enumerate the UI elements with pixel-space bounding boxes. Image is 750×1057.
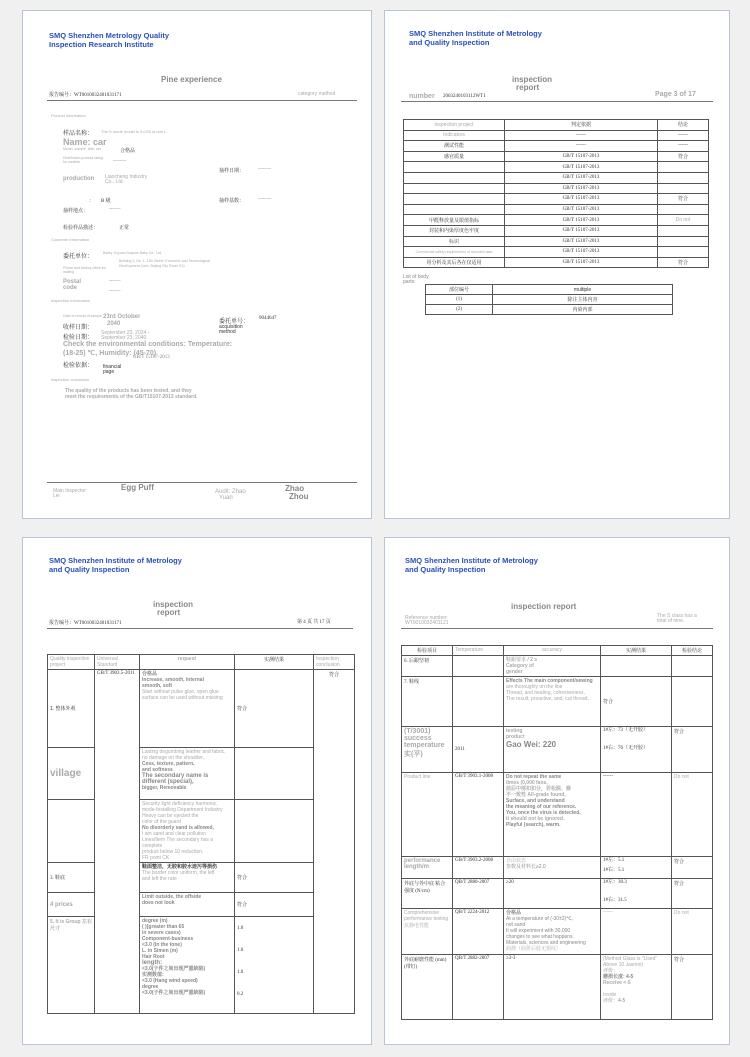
field-label: 委托单号： bbox=[219, 319, 250, 325]
table-row: Comprehensive performance testing 抗静电性能 QB/T 2224-2012 合格品 At a temperature of (-30±2)℃, not sand It will experiment with 30,000 changes to see what happens. Materials, sciences and engineering 曲挠（曲折后肢无裂纹） ------ Do not bbox=[402, 909, 713, 955]
divider bbox=[401, 101, 713, 102]
report-number: 2003240103112WT1 bbox=[443, 94, 486, 99]
page-title: Pine experience bbox=[161, 75, 222, 84]
page-title: inspection report bbox=[512, 75, 553, 92]
divider bbox=[47, 628, 353, 629]
table-row: (1) 除注主体内容 bbox=[426, 295, 673, 305]
divider bbox=[47, 482, 357, 483]
table-row: GB/T 15107-2013 bbox=[404, 162, 709, 173]
field-value: ------- bbox=[109, 279, 121, 284]
received-date: 23rd October 2040 bbox=[103, 314, 141, 327]
report-page-2 bbox=[384, 10, 730, 519]
table-row: 外底耐磨性能 (mm) (带钉) QB/T 2882-2007 ≥3-3 (Method Glass is "Used" Above 10 Jasmin) 评价： 磨损长度: 4-5 Receive <-5 Inside 评价：4-5 符合 bbox=[402, 955, 713, 1020]
section-label: Inspection conclusion bbox=[51, 377, 90, 382]
main-inspector: Main Inspector: Lei bbox=[53, 488, 88, 499]
table-row: 感官质量 GB/T 15107-2013 符合 bbox=[404, 151, 709, 162]
table-row: Commercial safety requirements of recorded data GB/T 15107-2013 bbox=[404, 247, 709, 258]
institute-header: SMQ Shenzhen Institute of Metrology and Quality Inspection bbox=[409, 29, 542, 47]
conclusion-text: The quality of the products has been tested, and they meet the requirements of the GB/T15107-2013 standard. bbox=[65, 388, 198, 400]
table-row: 标识 GB/T 15107-2013 bbox=[404, 236, 709, 247]
results-table bbox=[403, 119, 709, 268]
reference-number: Reference number: WT0010032401121 bbox=[405, 615, 449, 626]
number-label: number bbox=[409, 93, 435, 100]
address: Building 2, No. 1, 11th Street, Economic and Technological Development Zone, Beijing City Room 511 bbox=[119, 259, 210, 268]
table-row: 4 prices Limit outside, the offside does not look 符合 bbox=[48, 893, 355, 917]
page-indicator: Page 3 of 17 bbox=[655, 91, 696, 98]
table-row: Product line GB/T 3903.1-2008 Do not repeat the same times (0,000 fans, 前后中部扣扣分，若松脱、修 不一致性 All-grade found, Surface, and understand the meaning of our reference. You, once the virus is detected, it should not be ignored. Playful (search), warm. ------ Do not bbox=[402, 773, 713, 857]
report-page-1 bbox=[22, 10, 372, 519]
table-row: 封装和内染厚度色牢度 GB/T 15107-2013 bbox=[404, 225, 709, 236]
class-note: The S class has a total of nine. bbox=[657, 613, 697, 624]
divider bbox=[401, 628, 713, 629]
field-value: -------- bbox=[258, 167, 272, 172]
field-label: 检验日期： bbox=[63, 335, 94, 341]
category-method: category method bbox=[298, 91, 336, 97]
institute-header: SMQ Shenzhen Institute of Metrology and Quality Inspection bbox=[405, 556, 538, 574]
divider bbox=[47, 100, 357, 101]
table-row: GB/T 15107-2013 符合 bbox=[404, 194, 709, 205]
col-header: inspection project bbox=[404, 120, 505, 131]
field-value: B 级 bbox=[101, 199, 111, 204]
field-label: 检验样品描述： bbox=[63, 226, 99, 231]
field-value: 正常 bbox=[119, 226, 130, 231]
table-row: Security light deficiency harmonic, mode-Installing Department Industry Heavy can be ejected the color of the guard No disorderly sand is allowed, I am sand and clear pollution Lines/Item The secondary has a complete product below 10 reduction. FR point CK bbox=[48, 800, 355, 863]
producer-name: Liaocheng Industry Co., Ltd. bbox=[105, 174, 148, 185]
table-header: Quality inspection project Universal Standard request 实测结果 Inspection conclusion bbox=[48, 655, 355, 670]
signature-inspector: Egg Puff bbox=[121, 483, 154, 492]
parts-list-label: List of body parts: bbox=[403, 274, 429, 285]
inspection-date: September 23, 2024 - September 23, 2040 bbox=[101, 330, 150, 341]
table-row: 1. 整体外观 GB/T 3903.5-2011 合格品 Increase, smooth, internal smooth, soft Start without pulse glue, open glue surface can be used without missing 符合 符合 bbox=[48, 670, 355, 748]
table-row: GB/T 15107-2013 bbox=[404, 172, 709, 183]
environment-conditions: Check the environmental conditions: Temperature: bbox=[63, 341, 233, 348]
inspection-table bbox=[47, 654, 355, 1014]
institute-header: SMQ Shenzhen Institute of Metrology and Quality Inspection bbox=[49, 556, 182, 574]
acquisition-method: acquisition method bbox=[219, 324, 243, 335]
field-value: -------- bbox=[113, 159, 127, 164]
page-indicator: 第 4 页 共 17 页 bbox=[297, 620, 331, 625]
signature-auditor: Zhao Zhou bbox=[285, 484, 309, 501]
report-number: 报告编号：WT0010032401031171 bbox=[49, 621, 122, 626]
field-label: production bbox=[63, 176, 95, 182]
basis-code: GB/T 15107-2013 bbox=[133, 355, 170, 360]
order-number: 9044647 bbox=[259, 316, 277, 321]
table-row: performance length/m GB/T 3903.2-2008 自由状态 参数及材料长≥2.0 1#左：5.1 1#右：5.1 符合 bbox=[402, 857, 713, 879]
field-label: 抽样基数： bbox=[219, 199, 245, 204]
postal-label: Postal code bbox=[63, 279, 82, 291]
field-value: ------- bbox=[109, 289, 121, 294]
table-row: 外底与外中底 粘合强度 (N/cm) QB/T 2880-2007 ≥20 1#左：30.3 1#右：31.5 符合 bbox=[402, 879, 713, 909]
field-note: Distribution product rating for weather bbox=[63, 156, 103, 164]
table-row: (2) 内染内部 bbox=[426, 305, 673, 315]
field-label: 检验依据： bbox=[63, 363, 94, 369]
section-label: Product information bbox=[51, 113, 86, 118]
field-value: 合格品 bbox=[120, 149, 136, 154]
table-row: 用分析及其后各在仅适用 GB/T 15107-2013 符合 bbox=[404, 257, 709, 268]
table-row: GB/T 15107-2013 bbox=[404, 204, 709, 215]
field-note: The S mode model is 3.0/20 la due L.. bbox=[101, 129, 169, 134]
page-title: inspection report bbox=[511, 602, 577, 611]
table-row: 6. 后跟坚韧 鞋跟要求 / 2 ≥ Category of gender bbox=[402, 656, 713, 677]
table-row: 甲醛释放量及限值指标 GB/T 15107-2013 Do not bbox=[404, 215, 709, 226]
field-note: Model, sample, side, set bbox=[63, 147, 101, 151]
parts-table bbox=[425, 284, 673, 315]
table-header: 部位编号 multiple bbox=[426, 285, 673, 295]
table-row: 5. It is Group 左右尺寸 degree (m) ( )[greater than 65 in severe cases) Component-business <3.0 (In the tone) L. in Simen (m) Hair Root length: <3.0(子件之间出现严重缺陷) 实测数值: <3.0 (Hang wind speed) degree <3.0(子件之间出现严重缺陷) 1.0 1.0 1.0 0.2 bbox=[48, 917, 355, 1014]
field-value: ------- bbox=[109, 207, 121, 212]
table-row: Indicators ------ ------ bbox=[404, 130, 709, 141]
inspection-table bbox=[401, 645, 713, 1020]
field-note: Date of receipt of sample bbox=[63, 314, 102, 318]
auditor: Audit: Zhao Yuan bbox=[215, 489, 246, 501]
table-row: (T/3001) success temperature 实(平) 2011 testing product Gao Wei: 220 1#左：73（无开胶） 1#右：76（无开胶） 符合 bbox=[402, 727, 713, 773]
table-header bbox=[404, 120, 709, 131]
col-header: 判定依据 bbox=[505, 120, 658, 131]
field-label: Name: car bbox=[63, 137, 107, 147]
table-row: GB/T 15107-2013 bbox=[404, 183, 709, 194]
field-label: 抽样地点： bbox=[63, 209, 89, 214]
table-row: village Lasting degumbing leather and fabric, no damage on the shoulder, Cess, texture, pattern, and softness The secondary name is different (special), bigger, Removable bbox=[48, 748, 355, 800]
section-label: Customer information bbox=[51, 237, 90, 242]
field-label: 抽样日期： bbox=[219, 169, 245, 174]
section-label: Inspection information bbox=[51, 298, 91, 303]
table-header: 检验项目 Temperature accuracy 实测结果 检验结论 bbox=[402, 646, 713, 656]
field-value: -------- bbox=[258, 197, 272, 202]
field-note: Phone and factory office for mailing bbox=[63, 266, 106, 274]
report-number: 报告编号：WT0010032401031171 bbox=[49, 93, 122, 98]
page-title: inspection report bbox=[153, 600, 194, 617]
financial-page: financial page bbox=[103, 364, 122, 375]
table-row: 测试性能 ------ ------ bbox=[404, 141, 709, 152]
humidity: (18-25) ℃, Humidity: (45-70) bbox=[63, 350, 157, 357]
report-page-3 bbox=[22, 537, 372, 1045]
field-note: Bailey Jinyuan Daquan Baby Co., Ltd. bbox=[103, 251, 162, 255]
institute-header: SMQ Shenzhen Metrology Quality Inspection Research Institute bbox=[49, 31, 170, 49]
field-label: 委托单位： bbox=[63, 254, 94, 260]
field-label: 样品名称： bbox=[63, 131, 94, 137]
table-row: 3. 鞋底 鞋面整洁，无胶和胶水迹污等损伤 The border color uniform, the left and left the rate 符合 bbox=[48, 863, 355, 893]
field-label: 收样日期： bbox=[63, 325, 94, 331]
col-header: 结论 bbox=[658, 120, 709, 131]
field-label: ： bbox=[89, 199, 95, 204]
table-row: 7. 鞋线 Effects The main component/sewing are thoroughly on the line Thread, and healing, cohesiveness, The result, proactive, and, cut thread, 符合 bbox=[402, 677, 713, 727]
report-page-4 bbox=[384, 537, 730, 1045]
